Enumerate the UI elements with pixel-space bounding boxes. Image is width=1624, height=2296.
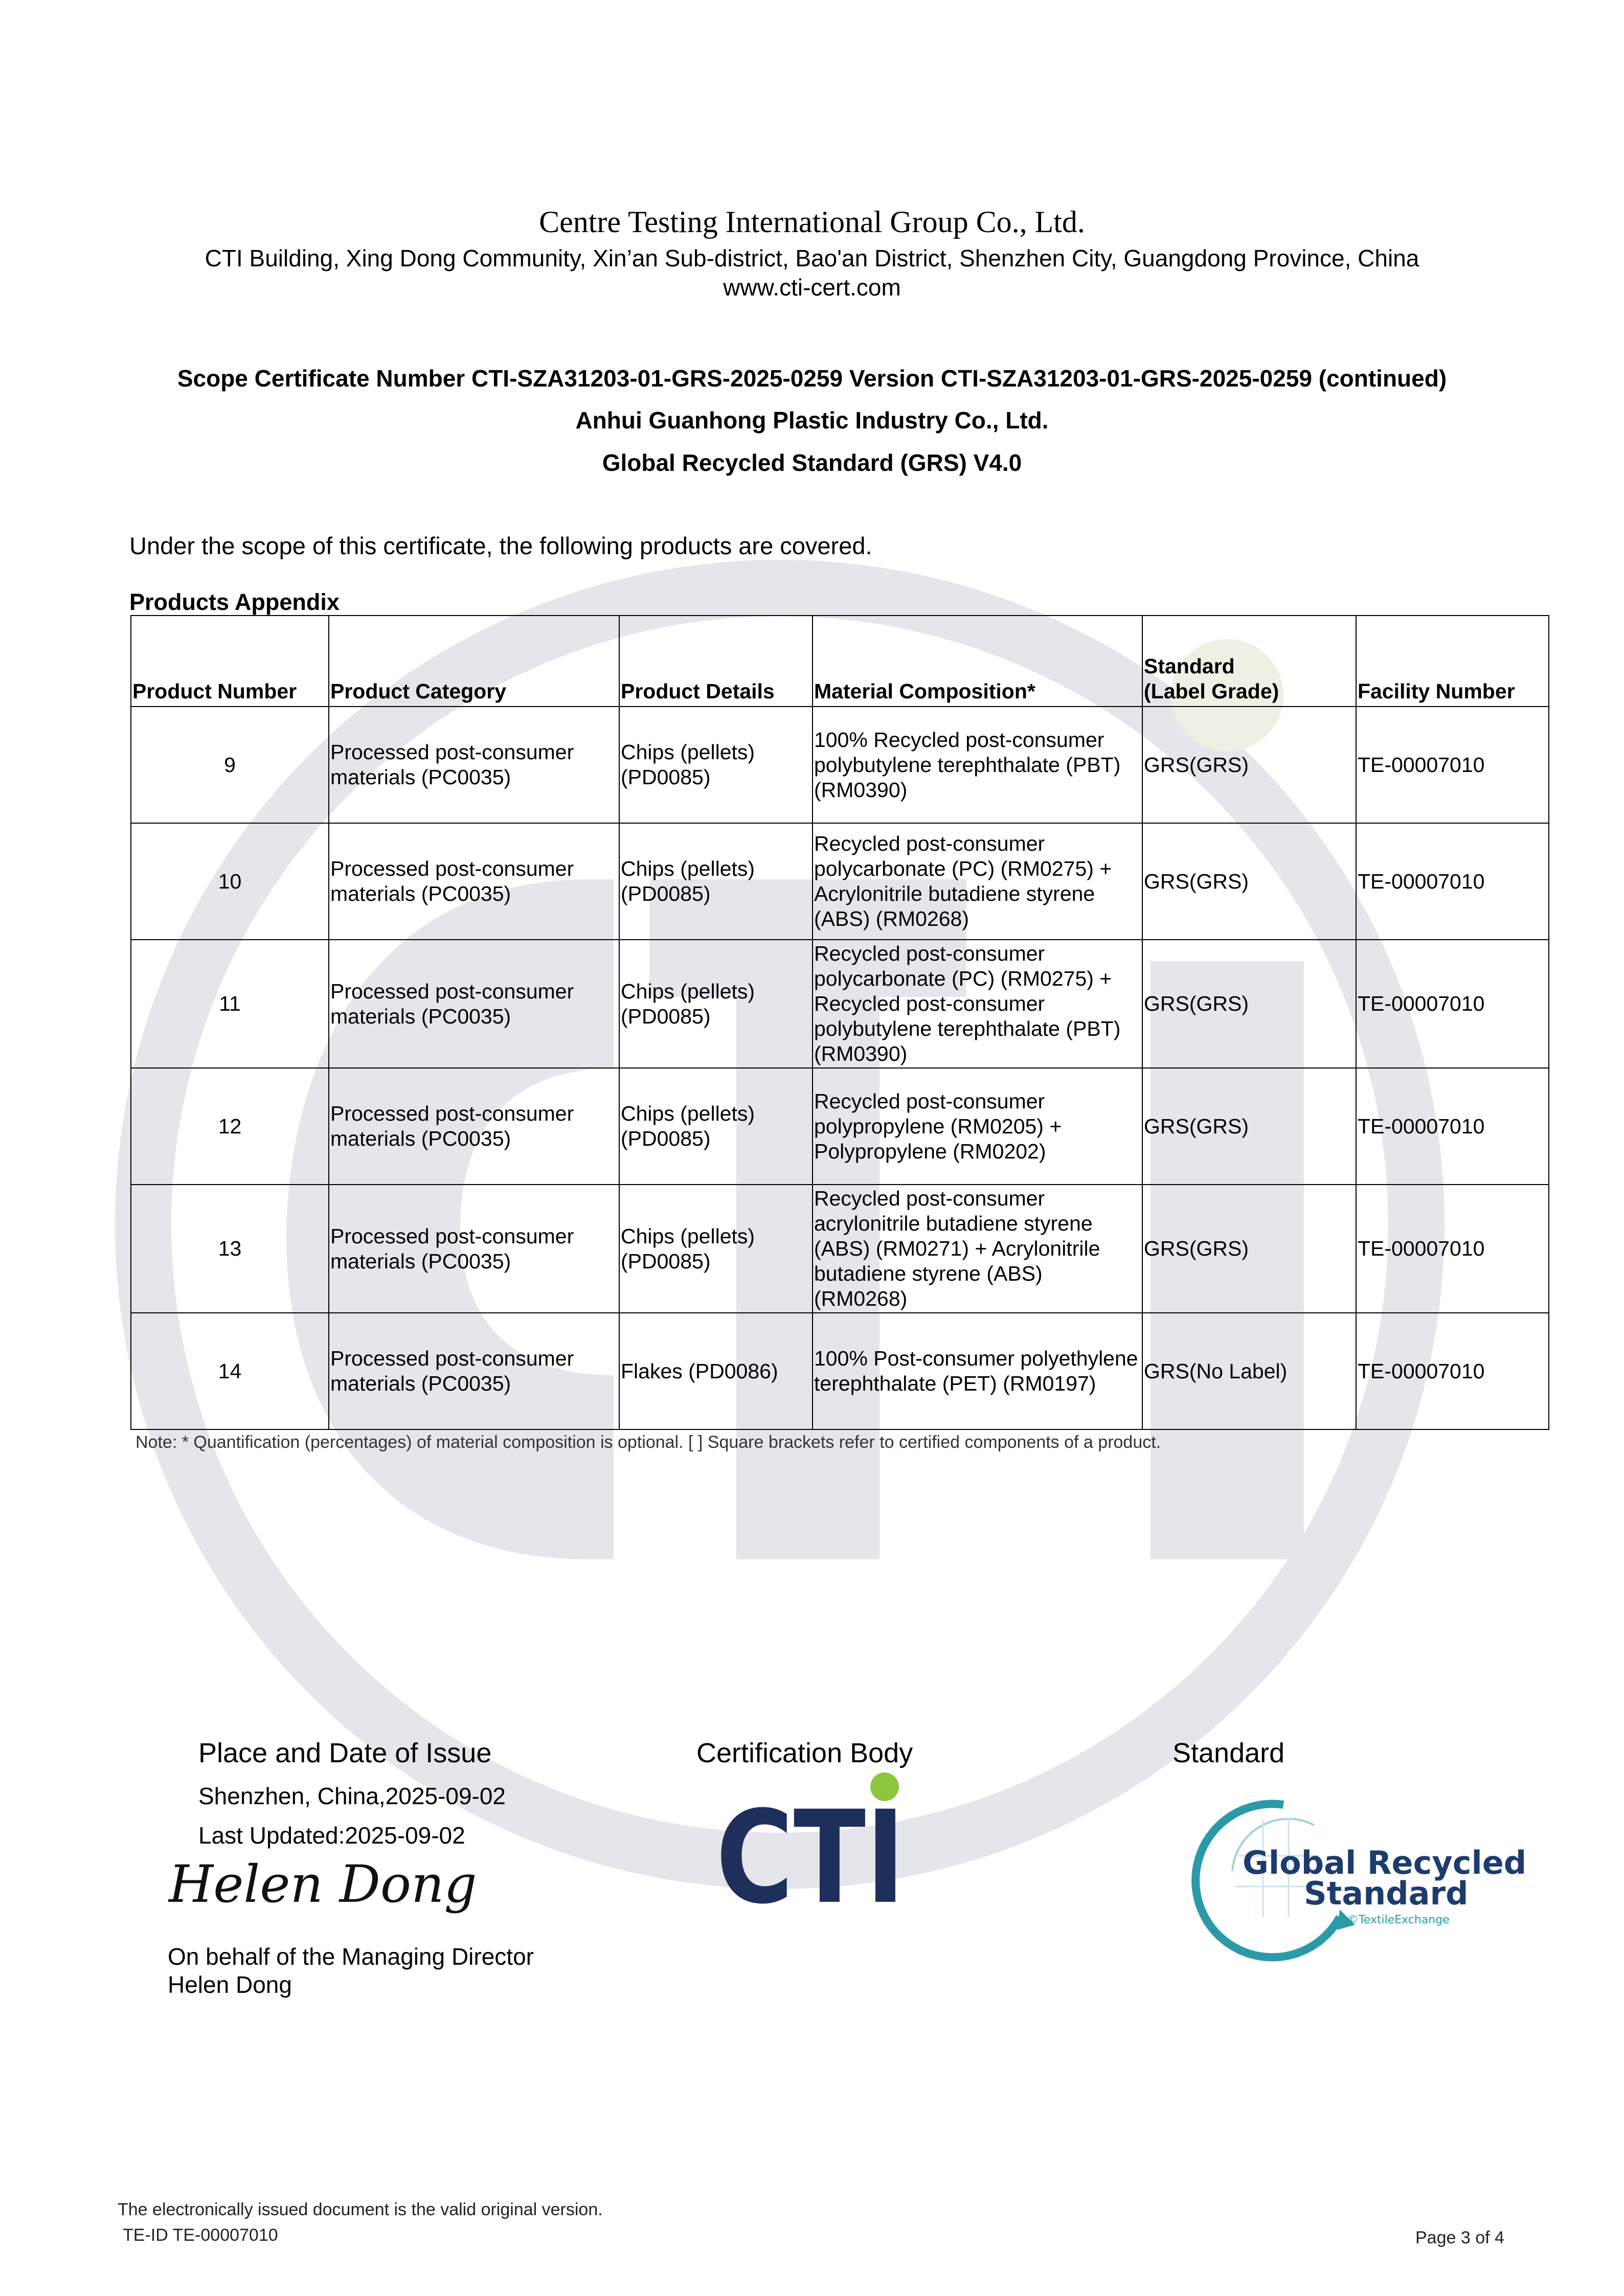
grs-logo — [1186, 1789, 1527, 1953]
cell-material-composition: Recycled post-consumer polycarbonate (PC) (RM0275) + Acrylonitrile butadiene styrene (ABS) (RM0268) — [813, 823, 1142, 940]
signature — [164, 1851, 477, 1927]
cell-product-category: Processed post-consumer materials (PC0035) — [329, 1185, 619, 1313]
cell-standard: GRS(GRS) — [1142, 707, 1356, 823]
table-note: Note: * Quantification (percentages) of material composition is optional. [ ] Square brackets refer to certified components of a product. — [136, 1433, 1161, 1452]
valid-original-note: The electronically issued document is the valid original version. — [118, 2200, 603, 2219]
table-row — [131, 1313, 1549, 1429]
signer-name: Helen Dong — [168, 1971, 292, 1998]
cell-product-details: Chips (pellets) (PD0085) — [619, 940, 813, 1068]
certification-body-label: Certification Body — [696, 1738, 913, 1768]
standard-title: Global Recycled Standard (GRS) V4.0 — [602, 449, 1022, 476]
page-number: Page 3 of 4 — [1415, 2228, 1504, 2247]
cell-material-composition: Recycled post-consumer polycarbonate (PC) (RM0275) + Recycled post-consumer polybutylene terephthalate (PBT) (RM0390) — [813, 940, 1142, 1068]
header-product-category: Product Category — [329, 616, 619, 707]
header-standard-line2: (Label Grade) — [1144, 679, 1279, 703]
table-row — [131, 1185, 1549, 1313]
place-and-date: Shenzhen, China,2025-09-02 — [198, 1783, 506, 1809]
cell-product-details: Chips (pellets) (PD0085) — [619, 823, 813, 940]
cell-product-number: 9 — [131, 707, 329, 823]
cti-logo-text: CTI — [716, 1783, 905, 1932]
header-material-composition: Material Composition* — [813, 616, 1142, 707]
cell-product-details: Flakes (PD0086) — [619, 1313, 813, 1429]
company-website[interactable]: www.cti-cert.com — [723, 274, 901, 301]
cell-product-number: 14 — [131, 1313, 329, 1429]
cell-standard: GRS(GRS) — [1142, 823, 1356, 940]
standard-label: Standard — [1172, 1738, 1285, 1768]
cell-standard: GRS(No Label) — [1142, 1313, 1356, 1429]
cell-product-number: 11 — [131, 940, 329, 1068]
cell-standard: GRS(GRS) — [1142, 1185, 1356, 1313]
table-row — [131, 707, 1549, 823]
company-address: CTI Building, Xing Dong Community, Xin’an Sub-district, Bao'an District, Shenzhen City, Guangdong Province, China — [205, 245, 1419, 271]
company-name: Centre Testing International Group Co., Ltd. — [539, 205, 1085, 239]
signature-text: Helen Dong — [169, 1854, 477, 1914]
products-appendix-title: Products Appendix — [129, 589, 340, 615]
cell-facility-number: TE-00007010 — [1356, 1185, 1549, 1313]
products-table — [130, 615, 1549, 1430]
cti-logo — [716, 1766, 920, 1932]
scope-certificate-number: Scope Certificate Number CTI-SZA31203-01-GRS-2025-0259 Version CTI-SZA31203-01-GRS-2025-0259 (continued) — [177, 365, 1447, 392]
cell-product-details: Chips (pellets) (PD0085) — [619, 1068, 813, 1185]
header-product-number: Product Number — [131, 616, 329, 707]
header-product-details: Product Details — [619, 616, 813, 707]
table-header-row — [131, 616, 1549, 707]
grs-logo-credit: ©TextileExchange — [1347, 1914, 1450, 1926]
grs-logo-line1: Global Recycled — [1243, 1844, 1527, 1881]
cell-product-category: Processed post-consumer materials (PC0035) — [329, 1068, 619, 1185]
header-facility-number: Facility Number — [1356, 616, 1549, 707]
cell-facility-number: TE-00007010 — [1356, 707, 1549, 823]
cell-material-composition: Recycled post-consumer acrylonitrile butadiene styrene (ABS) (RM0271) + Acrylonitrile butadiene styrene (ABS) (RM0268) — [813, 1185, 1142, 1313]
cell-material-composition: Recycled post-consumer polypropylene (RM0205) + Polypropylene (RM0202) — [813, 1068, 1142, 1185]
cell-product-number: 10 — [131, 823, 329, 940]
place-date-label: Place and Date of Issue — [198, 1738, 492, 1768]
cell-product-details: Chips (pellets) (PD0085) — [619, 1185, 813, 1313]
cell-product-category: Processed post-consumer materials (PC0035) — [329, 707, 619, 823]
cell-product-category: Processed post-consumer materials (PC0035) — [329, 1313, 619, 1429]
header-standard-line1: Standard — [1144, 654, 1235, 678]
te-id: TE-ID TE-00007010 — [123, 2225, 278, 2245]
cell-material-composition: 100% Recycled post-consumer polybutylene terephthalate (PBT) (RM0390) — [813, 707, 1142, 823]
table-row — [131, 1068, 1549, 1185]
last-updated: Last Updated:2025-09-02 — [198, 1822, 465, 1849]
table-row — [131, 940, 1549, 1068]
header-standard — [1142, 616, 1356, 707]
cell-product-number: 12 — [131, 1068, 329, 1185]
cell-product-category: Processed post-consumer materials (PC0035) — [329, 940, 619, 1068]
cell-facility-number: TE-00007010 — [1356, 1068, 1549, 1185]
on-behalf-text: On behalf of the Managing Director — [168, 1943, 534, 1970]
cell-standard: GRS(GRS) — [1142, 1068, 1356, 1185]
cell-facility-number: TE-00007010 — [1356, 940, 1549, 1068]
cell-facility-number: TE-00007010 — [1356, 823, 1549, 940]
grs-logo-line2: Standard — [1304, 1875, 1469, 1912]
cell-facility-number: TE-00007010 — [1356, 1313, 1549, 1429]
scope-intro: Under the scope of this certificate, the following products are covered. — [129, 532, 872, 559]
cell-standard: GRS(GRS) — [1142, 940, 1356, 1068]
table-row — [131, 823, 1549, 940]
certificate-holder: Anhui Guanhong Plastic Industry Co., Ltd. — [575, 407, 1049, 434]
cell-product-number: 13 — [131, 1185, 329, 1313]
cell-product-category: Processed post-consumer materials (PC0035) — [329, 823, 619, 940]
cell-material-composition: 100% Post-consumer polyethylene terephthalate (PET) (RM0197) — [813, 1313, 1142, 1429]
cell-product-details: Chips (pellets) (PD0085) — [619, 707, 813, 823]
